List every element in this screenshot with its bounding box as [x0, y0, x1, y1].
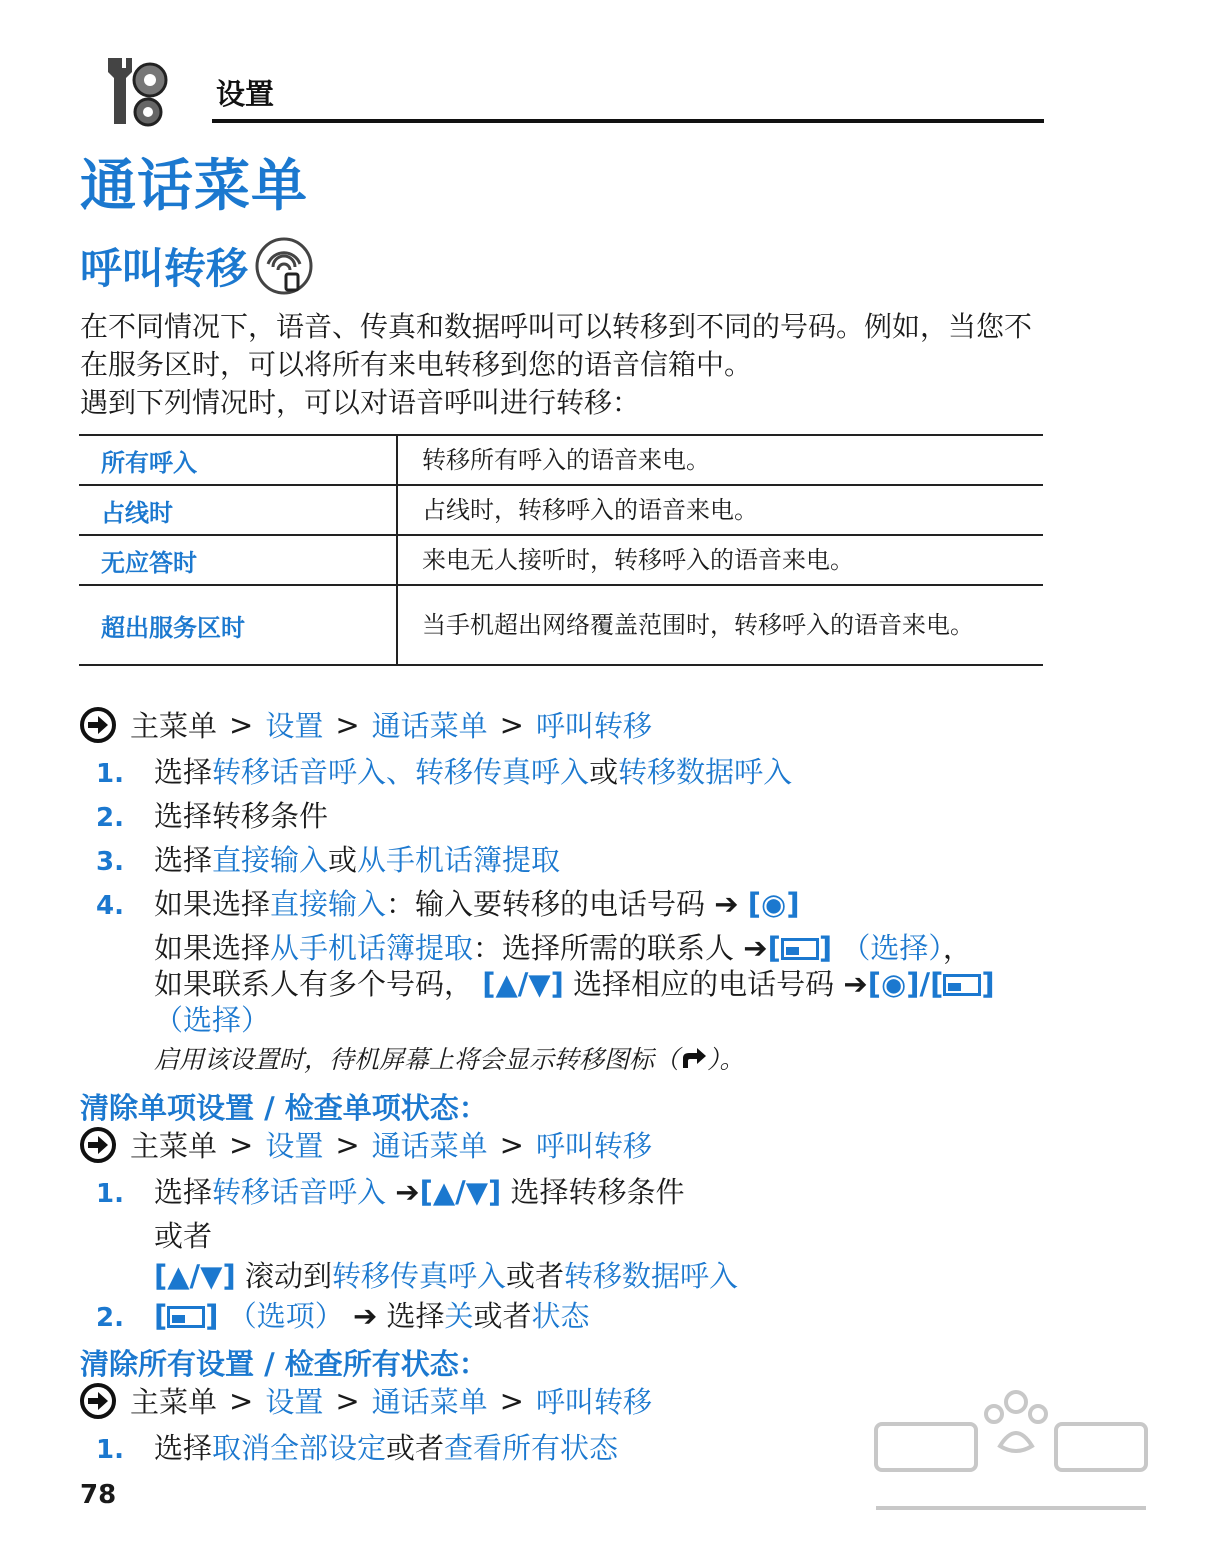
- step-number: 1.: [96, 1179, 124, 1209]
- settings-gear-icon: [104, 54, 174, 132]
- step-1: [96, 750, 792, 791]
- step-text: 选择: [154, 1175, 213, 1209]
- menu-path: [80, 1380, 652, 1421]
- option-fax: 转移传真呼入: [415, 755, 590, 789]
- menu-arrow-icon: [80, 707, 116, 743]
- step-text: ：输入要转移的电话号码 ➔: [386, 887, 739, 921]
- menu-arrow-icon: [80, 1383, 116, 1419]
- step-text: 选择相应的电话号码 ➔: [573, 967, 868, 1001]
- step-text: 或者: [505, 1259, 564, 1293]
- path-separator: >: [499, 1383, 524, 1418]
- step-number: 2.: [96, 803, 124, 833]
- option-direct-input: 直接输入: [270, 887, 387, 921]
- path-level-1: 设置: [265, 709, 324, 743]
- option-phonebook: 从手机话簿提取: [270, 931, 474, 965]
- path-root: 主菜单: [130, 1129, 218, 1163]
- step-4-multi: 如果联系人有多个号码， [▲/▼] 选择相应的电话号码 ➔[◉]/[ ]: [154, 967, 995, 1001]
- option-phonebook: 从手机话簿提取: [357, 843, 561, 877]
- option-voice: 转移话音呼入: [212, 1175, 387, 1209]
- path-level-1: 设置: [265, 1385, 324, 1419]
- step-text: 滚动到: [244, 1259, 332, 1293]
- table-row: [79, 435, 1043, 485]
- ok-key-icon: [◉]: [867, 967, 920, 1001]
- condition-name: 无应答时: [79, 535, 397, 585]
- condition-name: 占线时: [79, 485, 397, 535]
- option-fax: 转移传真呼入: [331, 1259, 506, 1293]
- condition-name: 所有呼入: [79, 435, 397, 485]
- key-separator: /: [919, 967, 931, 1001]
- path-level-3: 呼叫转移: [535, 1385, 652, 1419]
- softkey-label: （选择）: [154, 1003, 271, 1037]
- step-text: 选择转移条件: [510, 1175, 685, 1209]
- path-separator: >: [229, 707, 254, 742]
- path-level-1: 设置: [265, 1129, 324, 1163]
- intro-text: 在不同情况下，语音、传真和数据呼叫可以转移到不同的号码。例如，当您不在服务区时，可以将所有来电转移到您的语音信箱中。: [80, 310, 1033, 381]
- network-service-icon: [254, 236, 314, 296]
- step-3: [96, 838, 560, 879]
- step-number: 3.: [96, 847, 124, 877]
- step-text: 或者: [473, 1299, 532, 1333]
- step-number: 4.: [96, 891, 124, 921]
- path-level-3: 呼叫转移: [535, 709, 652, 743]
- page-number: 78: [80, 1480, 117, 1510]
- option-off: 关: [444, 1299, 474, 1333]
- clear-single-step-2: 2. [ ] （选项） ➔ 选择关或者状态: [96, 1299, 590, 1333]
- ok-key-icon: [◉]: [747, 887, 800, 921]
- path-separator: >: [499, 707, 524, 742]
- menu-path: [80, 1124, 652, 1165]
- watermark-logo: [866, 1380, 1156, 1520]
- step-4: [96, 882, 800, 923]
- path-root: 主菜单: [130, 709, 218, 743]
- step-number: 1.: [96, 1435, 124, 1465]
- step-text: ：选择所需的联系人 ➔: [473, 931, 768, 965]
- step-text: 或者: [386, 1431, 445, 1465]
- condition-name: 超出服务区时: [79, 585, 397, 665]
- step-4-phonebook: 如果选择从手机话簿提取：选择所需的联系人 ➔[ ] （选择），: [154, 931, 972, 965]
- step-2: [96, 794, 328, 835]
- forward-conditions-table: [79, 434, 1043, 666]
- left-softkey-icon: [781, 938, 819, 960]
- section-title: 设置: [216, 77, 275, 111]
- option-data: 转移数据呼入: [618, 755, 793, 789]
- table-row: [79, 485, 1043, 535]
- arrow-glyph: ➔: [395, 1175, 420, 1209]
- nav-key-icon: [▲/▼]: [419, 1175, 502, 1209]
- menu-path: [80, 704, 652, 745]
- path-separator: >: [229, 1127, 254, 1162]
- step-text: 选择: [154, 1431, 213, 1465]
- option-voice: 转移话音呼入: [212, 755, 387, 789]
- path-separator: >: [335, 707, 360, 742]
- forward-icon: [679, 1048, 707, 1070]
- clear-single-step-1: [96, 1170, 685, 1211]
- path-level-3: 呼叫转移: [535, 1129, 652, 1163]
- subsection-title: [80, 236, 314, 296]
- menu-arrow-icon: [80, 1127, 116, 1163]
- scroll-line: [154, 1254, 738, 1295]
- condition-desc: 占线时，转移呼入的语音来电。: [397, 485, 1043, 535]
- option-cancel-all: 取消全部设定: [212, 1431, 387, 1465]
- condition-desc: 当手机超出网络覆盖范围时，转移呼入的语音来电。: [397, 585, 1043, 665]
- intro-paragraph: [80, 308, 1040, 422]
- softkey-label: （选择）: [841, 931, 943, 965]
- clear-all-step-1: [96, 1426, 618, 1467]
- step-text: 或: [328, 843, 358, 877]
- option-data: 转移数据呼入: [563, 1259, 738, 1293]
- page-title: 通话菜单: [80, 154, 308, 219]
- clear-all-heading: 清除所有设置 / 检查所有状态：: [80, 1347, 488, 1381]
- step-text: 或: [589, 755, 619, 789]
- softkey-label: （选项）: [227, 1299, 344, 1333]
- option-check-all: 查看所有状态: [444, 1431, 619, 1465]
- step-text: 选择: [154, 755, 213, 789]
- path-level-2: 通话菜单: [371, 1129, 488, 1163]
- subsection-title-text: 呼叫转移: [80, 244, 249, 293]
- step-text: 、: [386, 755, 416, 789]
- condition-desc: 转移所有呼入的语音来电。: [397, 435, 1043, 485]
- step-text: 如果联系人有多个号码，: [154, 967, 474, 1001]
- left-softkey-icon: [943, 974, 981, 996]
- table-row: [79, 585, 1043, 665]
- path-separator: >: [499, 1127, 524, 1162]
- path-separator: >: [229, 1383, 254, 1418]
- step-number: 2.: [96, 1303, 124, 1333]
- path-root: 主菜单: [130, 1385, 218, 1419]
- path-separator: >: [335, 1127, 360, 1162]
- path-level-2: 通话菜单: [371, 709, 488, 743]
- note-text: 启用该设置时，待机屏幕上将会显示转移图标（: [154, 1045, 680, 1074]
- option-direct-input: 直接输入: [212, 843, 329, 877]
- nav-key-icon: [▲/▼]: [154, 1259, 236, 1293]
- table-row: [79, 535, 1043, 585]
- clear-single-heading: 清除单项设置 / 检查单项状态：: [80, 1091, 488, 1125]
- or-text: 或者: [154, 1219, 213, 1253]
- intro-conditions-text: 遇到下列情况时，可以对语音呼叫进行转移：: [80, 386, 641, 419]
- step-text: ➔ 选择: [352, 1299, 445, 1333]
- left-softkey-icon: [167, 1306, 205, 1328]
- condition-desc: 来电无人接听时，转移呼入的语音来电。: [397, 535, 1043, 585]
- step-text: 如果选择: [154, 887, 271, 921]
- step-text: 如果选择: [154, 931, 271, 965]
- step-text: 选择: [154, 843, 213, 877]
- step-text: 选择转移条件: [154, 799, 329, 833]
- nav-key-icon: [▲/▼]: [482, 967, 564, 1001]
- note-text: ）。: [707, 1045, 745, 1074]
- forward-note: [154, 1040, 745, 1076]
- option-status: 状态: [531, 1299, 590, 1333]
- header-rule: [212, 119, 1044, 123]
- step-number: 1.: [96, 759, 124, 789]
- path-separator: >: [335, 1383, 360, 1418]
- path-level-2: 通话菜单: [371, 1385, 488, 1419]
